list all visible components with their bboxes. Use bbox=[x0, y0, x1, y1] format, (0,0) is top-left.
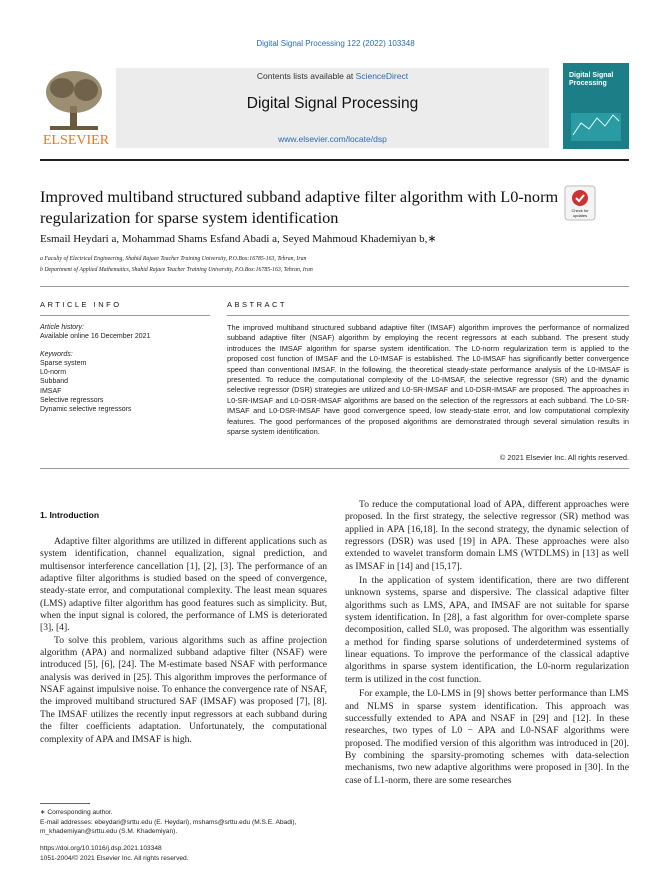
contents-line bbox=[116, 71, 549, 81]
keyword-item: Subband bbox=[40, 378, 69, 386]
keyword-item: Selective regressors bbox=[40, 397, 104, 405]
abstract-heading: ABSTRACT bbox=[227, 300, 288, 309]
keyword-item: L0-norm bbox=[40, 369, 67, 377]
abstract-end-rule bbox=[40, 468, 629, 469]
journal-title: Digital Signal Processing bbox=[246, 95, 419, 112]
check-for-updates-badge[interactable] bbox=[564, 185, 596, 221]
affiliation-rule bbox=[40, 286, 629, 287]
affiliation-a: a Faculty of Electrical Engineering, Shahid Rajaee Teacher Training University, P.O.Box:16785-163, Tehran, Iran bbox=[40, 256, 307, 262]
issn-copyright: 1051-2004/© 2021 Elsevier Inc. All rights reserved. bbox=[40, 855, 189, 862]
keyword-item: Sparse system bbox=[40, 359, 87, 367]
body-paragraph: For example, the L0-LMS in [9] shows better performance than LMS and NLMS in sparse system identification. This approach was successfully extended to APA and NSAF in [29] and [12]. In these researches, two types of L0 − APA and L0-NSAF algorithms were proposed. The modified version of this algorithm was introduced in [20]. By combining the sparsity-promoting schemes with data-selection mechanisms, two new adaptive algorithms were proposed in [30]. In the case of L1-norm, there are some researches bbox=[345, 688, 629, 786]
author-list[interactable]: Esmail Heydari a, Mohammad Shams Esfand Abadi a, Seyed Mahmoud Khademiyan b,∗ bbox=[40, 233, 437, 245]
keyword-item: IMSAF bbox=[40, 387, 62, 395]
elsevier-logo[interactable] bbox=[40, 68, 112, 148]
header-rule bbox=[40, 159, 629, 161]
publisher-name: ELSEVIER bbox=[42, 133, 110, 148]
article-title: Improved multiband structured subband adaptive filter algorithm with L0-norm regularization for sparse system identification bbox=[40, 187, 559, 227]
journal-cover-image[interactable] bbox=[563, 63, 629, 149]
update-circle-icon bbox=[572, 190, 588, 206]
cover-title: Digital Signal Processing bbox=[569, 72, 614, 87]
body-paragraph: Adaptive filter algorithms are utilized in different applications such as system identification, channel equalization, signal prediction, and multisensor interference cancellation [1], [2], [3]. The performance of an adaptive filter algorithms is studied based on the speed of convergence, steady-state error, and computational complexity. The least mean squares (LMS) adaptive filter algorithm has good features such as simplicity. But, when the input signal is colored, the performance of LMS is deteriorated [3], [4]. bbox=[40, 536, 327, 634]
history-value: Available online 16 December 2021 bbox=[40, 333, 151, 341]
article-info-heading: ARTICLE INFO bbox=[40, 300, 122, 309]
journal-reference[interactable]: Digital Signal Processing 122 (2022) 103348 bbox=[256, 39, 415, 48]
abstract-rule bbox=[227, 315, 629, 316]
author-emails[interactable]: E-mail addresses: ebeydari@srttu.edu (E. Heydari), mshams@srttu.edu (M.S.E. Abadi), m_khademiyan@srttu.edu (S.M. Khademiyan). bbox=[40, 819, 297, 835]
contents-prefix: Contents lists available at bbox=[256, 71, 356, 81]
abstract-text: The improved multiband structured subband adaptive filter (IMSAF) algorithm improves the performance of normalized subband adaptive filter (NSAF) algorithm by employing the recent regressors at each subband. The present study introduces the IMSAF algorithm for sparse system identification. The L0-norm regularization term is applied to the proposed cost function of IMSAF and the L0-IMSAF is established. The L0-IMSAF has significantly better convergence speed than conventional IMSAF. In the following, the theoretical steady-state performance analysis of the L0-IMSAF is presented. To reduce the computational complexity of the L0-IMSAF, the selective regressor (SR) and the dynamic selective regressor (DSR) strategies are utilized and L0-SR-IMSAF and L0-DSR-IMSAF are proposed. The approaches in L0-SR-IMSAF and L0-DSR-IMSAF algorithms are based on the selection of the regressors at each subband. The L0-SR-IMSAF and L0-DSR-IMSAF have good convergence speed, low steady-state error, and low computational complexity features. The good performances of the proposed algorithms are demonstrated through several simulation results in sparse system identification. bbox=[227, 323, 629, 437]
journal-url-link[interactable]: www.elsevier.com/locate/dsp bbox=[278, 134, 387, 144]
body-column-left bbox=[40, 536, 327, 746]
keywords-label: Keywords: bbox=[40, 350, 73, 358]
affiliation-b: b Department of Applied Mathematics, Shahid Rajaee Teacher Training University, P.O.Box:16785-163, Tehran, Iran bbox=[40, 267, 313, 273]
body-paragraph: In the application of system identification, there are two different unknown systems, sparse and dispersive. The classical adaptive filter algorithms such as LMS, APA, and IMSAF are not suitable for sparse system identification. In [28], a fast algorithm for over-complete sparse decomposition, called SL0, was proposed. The algorithm was essentially a method for finding sparse solutions of underdetermined systems of linear equations. To improve the performance of the classical adaptive algorithms in sparse system identification, the L0-norm regularization term is utilized in the cost function. bbox=[345, 575, 629, 685]
badge-label: Check for updates bbox=[571, 208, 589, 218]
doi-link[interactable]: https://doi.org/10.1016/j.dsp.2021.103348 bbox=[40, 845, 162, 852]
body-paragraph: To solve this problem, various algorithms such as affine projection algorithm (APA) and normalized subband adaptive filter (NSAF) were introduced [5], [6], [24]. The M-estimate based NSAF with performance analysis was derived in [25]. This algorithm improves the performance of NSAF against impulsive noise. To enhance the convergence rate of NSAF, the improved multiband structured SAF (IMSAF) was proposed [7], [8]. The IMSAF utilizes the recently input regressors at each subband during the filter coefficients adaptation. Unfortunately, the computational complexity of APA and IMSAF is high. bbox=[40, 634, 327, 745]
introduction-heading: 1. Introduction bbox=[40, 510, 100, 520]
article-info-block bbox=[40, 323, 215, 415]
abstract-copyright: © 2021 Elsevier Inc. All rights reserved. bbox=[499, 453, 629, 462]
history-label: Article history: bbox=[40, 324, 84, 331]
body-column-right bbox=[345, 499, 629, 789]
keyword-item: Dynamic selective regressors bbox=[40, 406, 132, 414]
corresponding-author-note: ∗ Corresponding author. bbox=[40, 809, 113, 816]
footnote-rule bbox=[40, 803, 90, 804]
body-paragraph: To reduce the computational load of APA, different approaches were proposed. In the first strategy, the selective regressor (SR) method was applied in APA [16,18]. In the second strategy, the dynamic selection of regressors (DSR) was used [19] in APA. These approaches were also extended to wavelet transform domain LMS (WTDLMS) in [13] as well as IMSAF in [14] and [15,17]. bbox=[345, 499, 629, 572]
article-info-rule bbox=[40, 315, 210, 316]
sciencedirect-link[interactable]: ScienceDirect bbox=[355, 71, 409, 81]
